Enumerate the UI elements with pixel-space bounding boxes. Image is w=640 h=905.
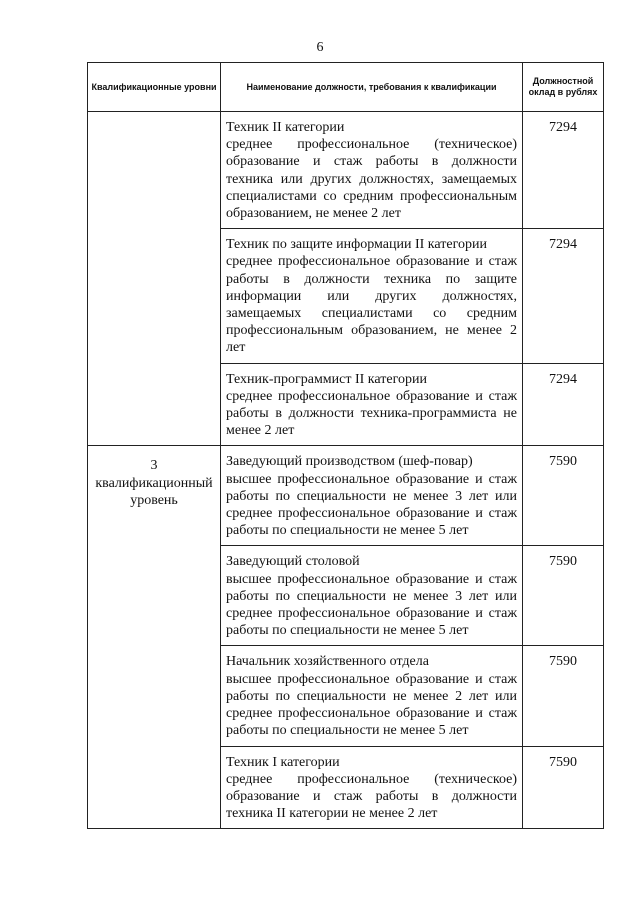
- position-title: Техник II категории: [226, 120, 345, 135]
- position-title: Начальник хозяйственного отдела: [226, 654, 429, 670]
- position-cell: [221, 363, 523, 446]
- position-title: Техник-программист II категории: [226, 371, 427, 387]
- table-row: [88, 446, 604, 546]
- position-cell: [221, 646, 523, 746]
- table-row: [88, 112, 604, 229]
- position-cell: [221, 746, 523, 829]
- position-title: Заведующий столовой: [226, 554, 360, 570]
- position-title: Техник по защите информации II категории: [226, 237, 487, 253]
- salary-cell: 7294: [523, 229, 604, 363]
- position-cell: [221, 446, 523, 546]
- qualification-table: [87, 62, 604, 829]
- salary-cell: 7590: [523, 746, 604, 829]
- level-cell: [88, 112, 221, 446]
- salary-cell: 7294: [523, 363, 604, 446]
- header-position: Наименование должности, требования к квалификации: [221, 63, 523, 112]
- salary-cell: 7590: [523, 646, 604, 746]
- salary-cell: 7590: [523, 446, 604, 546]
- position-title: Техник I категории: [226, 754, 340, 770]
- position-requirements: среднее профессиональное образование и стаж работы в должности техника-программиста не менее 2 лет: [226, 388, 517, 439]
- position-requirements: высшее профессиональное образование и стаж работы по специальности не менее 3 лет или среднее профессиональное образование и стаж работы по специальности не менее 5 лет: [226, 471, 517, 539]
- position-cell: [221, 546, 523, 646]
- header-salary: Должностной оклад в рублях: [523, 63, 604, 112]
- header-level: Квалификационные уровни: [88, 63, 221, 112]
- position-requirements: среднее профессиональное образование и стаж работы в должности техника по защите информации или других должностях, замещаемых специалистами со средним профессиональным образованием, не менее 2 лет: [226, 254, 517, 356]
- position-requirements: высшее профессиональное образование и стаж работы по специальности не менее 3 лет или среднее профессиональное образование и стаж работы по специальности не менее 5 лет: [226, 571, 517, 639]
- page-number: 6: [316, 40, 324, 55]
- position-requirements: среднее профессиональное (техническое) образование и стаж работы в должности техника II категории не менее 2 лет: [226, 771, 517, 822]
- position-title: Заведующий производством (шеф-повар): [226, 454, 473, 470]
- salary-cell: 7294: [523, 112, 604, 229]
- position-requirements: высшее профессиональное образование и стаж работы по специальности не менее 2 лет или среднее профессиональное образование и стаж работы по специальности не менее 5 лет: [226, 671, 517, 739]
- level-cell: 3 квалификационный уровень: [88, 446, 221, 829]
- position-requirements: среднее профессиональное (техническое) образование и стаж работы в должности техника или других должностях, замещаемых специалистами со средним профессиональным образованием, не менее 2 лет: [226, 137, 517, 222]
- salary-cell: 7590: [523, 546, 604, 646]
- table-header-row: [88, 63, 604, 112]
- position-cell: [221, 229, 523, 363]
- position-cell: [221, 112, 523, 229]
